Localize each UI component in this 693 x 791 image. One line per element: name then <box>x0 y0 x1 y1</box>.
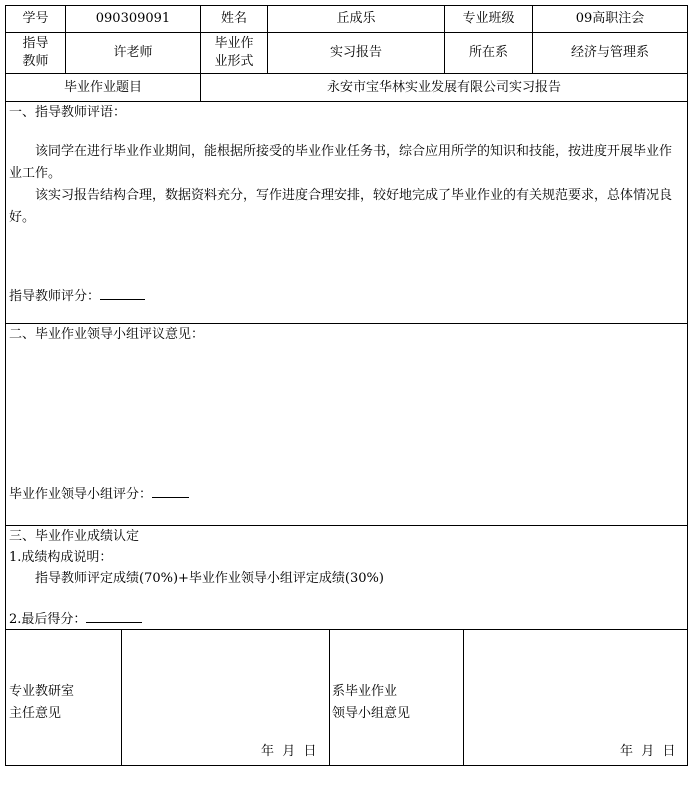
advisor-label: 指导 教师 <box>6 33 66 73</box>
final-score-blank[interactable] <box>86 610 142 623</box>
info-row-1 <box>6 6 687 33</box>
divider <box>463 630 464 765</box>
name-label: 姓名 <box>201 6 268 32</box>
name-value: 丘成乐 <box>268 6 445 32</box>
committee-head-label: 系毕业作业 领导小组意见 <box>332 684 411 721</box>
info-row-2 <box>6 33 687 74</box>
section1-paragraph-1: 该同学在进行毕业作业期间，能根据所接受的毕业作业任务书，综合应用所学的知识和技能，按进度开展毕业作业工作。 <box>9 144 673 181</box>
class-label: 专业班级 <box>445 6 533 32</box>
final-grade-section <box>6 526 687 630</box>
section1-paragraph-2: 该实习报告结构合理，数据资料充分，写作进度合理安排，较好地完成了毕业作业的有关规范要求，总体情况良好。 <box>9 188 673 225</box>
form-value: 实习报告 <box>268 33 445 73</box>
section2-title: 二、毕业作业领导小组评议意见： <box>9 327 205 342</box>
advisor-comment-section <box>6 102 687 324</box>
advisor-score-line <box>9 287 145 307</box>
committee-score-line <box>9 485 189 505</box>
date-right: 年 月 日 <box>620 744 676 759</box>
committee-comment-section <box>6 324 687 526</box>
advisor-value: 许老师 <box>66 33 201 73</box>
dept-value: 经济与管理系 <box>570 45 649 60</box>
advisor-score-label: 指导教师评分： <box>9 289 101 304</box>
date-left: 年 月 日 <box>261 744 317 759</box>
final-score-label: 2.最后得分： <box>9 612 87 627</box>
section1-title: 一、指导教师评语： <box>9 105 127 120</box>
dept-label: 所在系 <box>445 33 533 73</box>
signoff-row <box>6 630 687 765</box>
student-id-value: 090309091 <box>66 6 201 32</box>
divider <box>329 630 330 765</box>
evaluation-form <box>5 5 688 766</box>
topic-value: 永安市宝华林实业发展有限公司实习报告 <box>326 79 561 95</box>
grade-composition-label: 1.成绩构成说明： <box>9 550 113 565</box>
class-value: 09高职注会 <box>575 11 645 26</box>
final-score-line <box>9 610 142 630</box>
form-label: 毕业作 业形式 <box>201 33 268 73</box>
section3-title: 三、毕业作业成绩认定 <box>9 529 140 544</box>
student-id-label: 学号 <box>6 6 66 32</box>
topic-row <box>6 74 687 102</box>
topic-label: 毕业作业题目 <box>6 74 201 101</box>
committee-score-blank[interactable] <box>152 485 189 498</box>
dept-head-label: 专业教研室 主任意见 <box>9 684 75 721</box>
divider <box>121 630 122 765</box>
committee-score-label: 毕业作业领导小组评分： <box>9 487 153 502</box>
advisor-score-blank[interactable] <box>100 287 145 300</box>
grade-formula: 指导教师评定成绩(70%)+毕业作业领导小组评定成绩(30%) <box>35 571 384 586</box>
